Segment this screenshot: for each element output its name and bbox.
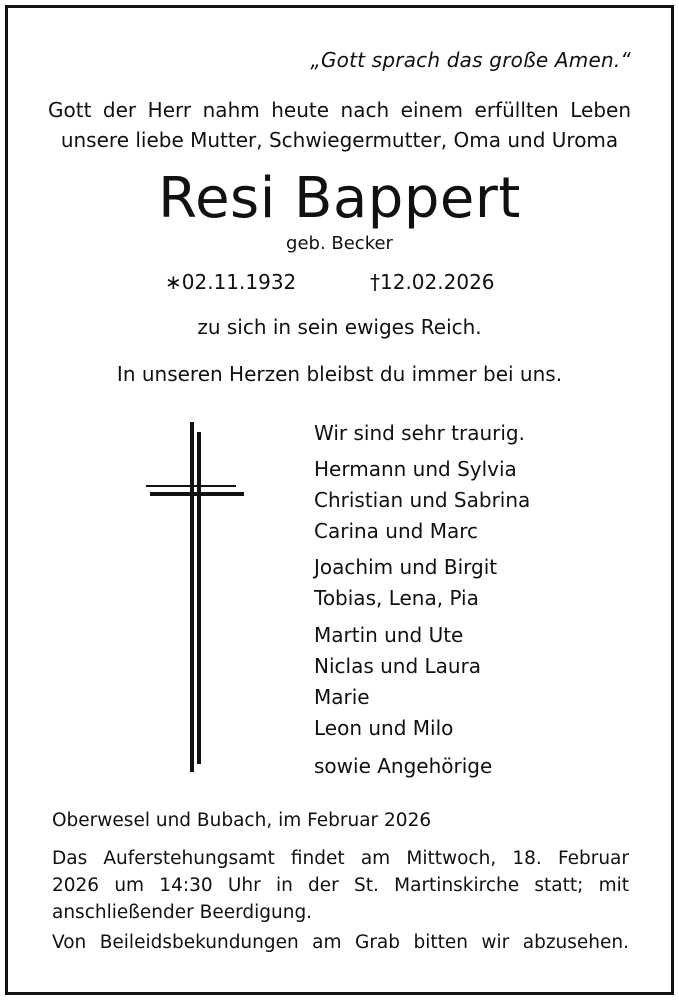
intro-line-2: unsere liebe Mutter, Schwiegermutter, Oma und Uroma: [60, 128, 619, 152]
death-date: [370, 270, 495, 294]
line-herzen: In unseren Herzen bleibst du immer bei uns.: [116, 362, 563, 386]
birth-date-value: 02.11.1932: [181, 270, 297, 294]
family-closing: sowie Angehörige: [314, 754, 493, 778]
family-member: Leon und Milo: [314, 716, 454, 740]
quote: „Gott sprach das große Amen.“: [310, 48, 631, 72]
deceased-name: Resi Bappert: [158, 166, 521, 231]
family-member: Carina und Marc: [314, 519, 478, 543]
death-cross-icon: †: [370, 270, 380, 294]
family-member: Joachim und Birgit: [314, 555, 498, 579]
family-group-2: [314, 552, 497, 614]
family-group-1: [314, 454, 530, 547]
cross-vertical-bar-1: [190, 422, 194, 772]
service-line-2: 2026 um 14:30 Uhr in der St. Martinskirche statt; mit: [52, 875, 629, 896]
cross-horizontal-bar-1: [146, 485, 236, 487]
death-date-value: 12.02.2026: [380, 270, 495, 294]
service-line-1: Das Auferstehungsamt findet am Mittwoch, 18. Februar: [52, 848, 629, 869]
birth-date: [165, 270, 296, 294]
place-date: Oberwesel und Bubach, im Februar 2026: [52, 810, 432, 831]
family-member: Martin und Ute: [314, 623, 464, 647]
line-reich: zu sich in sein ewiges Reich.: [197, 315, 482, 339]
intro-line-1: Gott der Herr nahm heute nach einem erfüllten Leben: [48, 98, 631, 122]
family-member: Marie: [314, 685, 370, 709]
family-member: Tobias, Lena, Pia: [314, 586, 479, 610]
maiden-name: geb. Becker: [286, 233, 393, 254]
family-group-3: [314, 620, 481, 744]
family-member: Hermann und Sylvia: [314, 457, 517, 481]
family-member: Christian und Sabrina: [314, 488, 531, 512]
family-member: Niclas und Laura: [314, 654, 482, 678]
cross-horizontal-bar-2: [150, 492, 244, 496]
cross-vertical-bar-2: [197, 432, 201, 764]
birth-star-icon: ∗: [165, 270, 182, 294]
family-intro: Wir sind sehr traurig.: [314, 421, 525, 445]
service-line-3: anschließender Beerdigung.: [52, 902, 313, 923]
condolence-note: Von Beileidsbekundungen am Grab bitten wir abzusehen.: [52, 932, 629, 953]
